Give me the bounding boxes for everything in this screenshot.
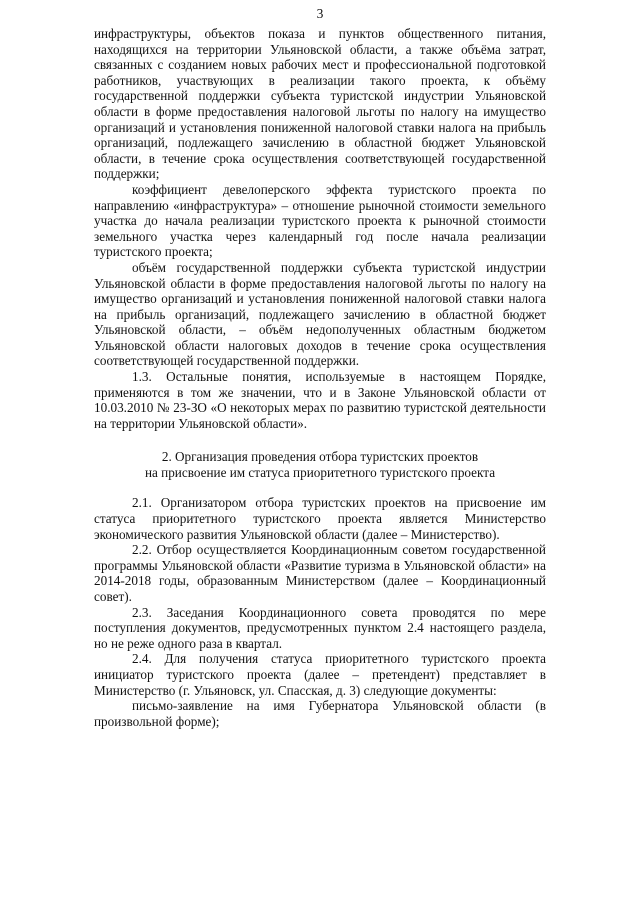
paragraph: коэффициент девелоперского эффекта туристского проекта по направлению «инфраструктура» – отношение рыночной стоимости земельного участка до начала реализации туристского проекта к рыночной стоимости земельного участка через календарный год после начала реализации туристского проекта;: [94, 181, 546, 260]
paragraph: 1.3. Остальные понятия, используемые в настоящем Порядке, применяются в том же значении, что и в Законе Ульяновской области от 10.03.2010 № 23-ЗО «О некоторых мерах по развитию туристской деятельности на территории Ульяновской области».: [94, 369, 546, 431]
paragraph: 2.4. Для получения статуса приоритетного туристского проекта инициатор туристского проекта (далее – претендент) представляет в Министерство (г. Ульяновск, ул. Спасская, д. 3) следующие документы:: [94, 651, 546, 698]
section-heading-line: 2. Организация проведения отбора туристских проектов: [161, 449, 479, 465]
section-heading-line: на присвоение им статуса приоритетного туристского проекта: [144, 465, 496, 481]
paragraph: объём государственной поддержки субъекта туристской индустрии Ульяновской области в форме предоставления налоговой льготы по налогу на имущество организаций и установления пониженной налоговой ставки налога на прибыль организаций, подлежащего зачислению в областной бюджет Ульяновской области, – объём недополученных областным бюджетом Ульяновской области налоговых доходов в течение срока осуществления соответствующей государственной поддержки.: [94, 259, 546, 369]
paragraph: 2.3. Заседания Координационного совета проводятся по мере поступления документов, предусмотренных пунктом 2.4 настоящего раздела, но не реже одного раза в квартал.: [94, 604, 546, 651]
paragraph: 2.1. Организатором отбора туристских проектов на присвоение им статуса приоритетного туристского проекта является Министерство экономического развития Ульяновской области (далее – Министерство).: [94, 495, 546, 542]
paragraph: 2.2. Отбор осуществляется Координационным советом государственной программы Ульяновской области «Развитие туризма в Ульяновской области» на 2014-2018 годы, образованным Министерством (далее – Координационный совет).: [94, 542, 546, 604]
paragraph: письмо-заявление на имя Губернатора Ульяновской области (в произвольной форме);: [94, 698, 546, 729]
section-heading: [94, 449, 546, 481]
document-body: [94, 26, 546, 729]
page-number: 3: [316, 6, 324, 21]
paragraph: инфраструктуры, объектов показа и пунктов общественного питания, находящихся на территории Ульяновской области, а также объёма затрат, связанных с созданием новых рабочих мест и профессиональной подготовкой работников, участвующих в реализации такого проекта, к объёму государственной поддержки субъекта туристской индустрии Ульяновской области в форме предоставления налоговой льготы по налогу на имущество организаций и установления пониженной налоговой ставки налога на прибыль организаций, подлежащего зачислению в областной бюджет Ульяновской области, в течение срока осуществления соответствующей государственной поддержки;: [94, 26, 546, 182]
